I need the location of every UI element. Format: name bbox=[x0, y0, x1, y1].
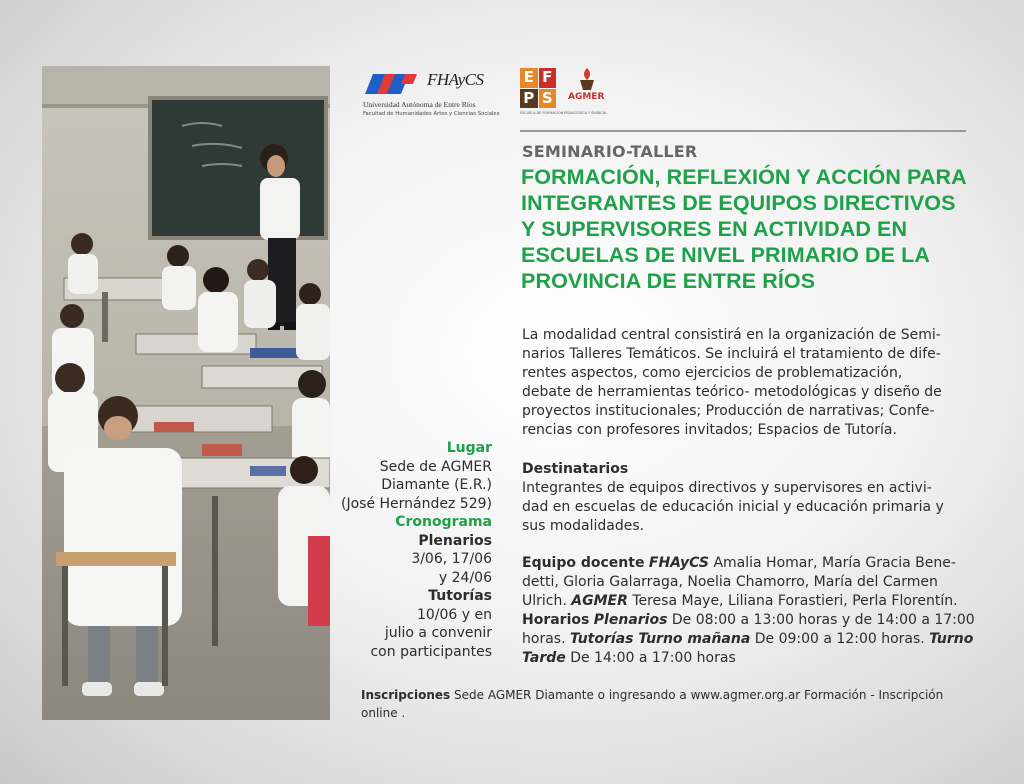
horarios-text: horas. bbox=[522, 631, 570, 647]
horarios-text: De 09:00 a 12:00 horas. bbox=[750, 631, 930, 647]
classroom-photo bbox=[42, 66, 330, 720]
efps-letter-e: E bbox=[520, 68, 538, 88]
destinatarios-line: sus modalidades. bbox=[522, 518, 645, 534]
equipo-fhaycs: FHAyCS bbox=[648, 555, 709, 571]
title-line: Y SUPERVISORES EN ACTIVIDAD EN bbox=[521, 217, 908, 241]
horarios-text: De 08:00 a 13:00 horas y de 14:00 a 17:00 bbox=[667, 612, 975, 628]
intro-line: La modalidad central consistirá en la organización de Semi- bbox=[522, 327, 941, 343]
footer-line-1 bbox=[361, 686, 961, 704]
equipo-text: Amalia Homar, María Gracia Bene- bbox=[709, 555, 956, 571]
title-line: INTEGRANTES DE EQUIPOS DIRECTIVOS bbox=[521, 191, 956, 215]
intro-line: rencias con profesores invitados; Espacios de Tutoría. bbox=[522, 422, 897, 438]
plenarios-line: y 24/06 bbox=[438, 569, 492, 586]
classroom-illustration bbox=[42, 66, 330, 720]
equipo-horarios-section bbox=[522, 554, 975, 668]
title-line: FORMACIÓN, REFLEXIÓN Y ACCIÓN PARA bbox=[521, 165, 967, 189]
main-title bbox=[521, 164, 981, 294]
side-info-column bbox=[332, 439, 492, 661]
inscripciones-footer bbox=[361, 686, 961, 722]
intro-paragraph bbox=[522, 326, 968, 440]
lugar-line: Sede de AGMER bbox=[379, 458, 492, 475]
intro-line: rentes aspectos, como ejercicios de problematización, bbox=[522, 365, 903, 381]
equipo-line-3 bbox=[522, 592, 968, 611]
destinatarios-section bbox=[522, 460, 968, 536]
lugar-line: Diamante (E.R.) bbox=[381, 477, 492, 493]
equipo-text: Teresa Maye, Liliana Forastieri, Perla Florentín. bbox=[627, 593, 958, 609]
footer-text: Sede AGMER Diamante o ingresando a www.agmer.org.ar Formación - Inscripción bbox=[450, 688, 944, 702]
tutorias-line: julio a convenir bbox=[384, 625, 492, 641]
inscripciones-label: Inscripciones bbox=[361, 688, 451, 702]
efps-agmer-logos bbox=[520, 66, 620, 122]
destinatarios-line: dad en escuelas de educación inicial y educación primaria y bbox=[522, 499, 944, 515]
horarios-line-3 bbox=[522, 649, 968, 668]
uader-caption: Universidad Autónoma de Entre Ríos bbox=[363, 100, 476, 109]
equipo-line-2: detti, Gloria Galarraga, Noelia Chamorro, María del Carmen bbox=[522, 574, 938, 590]
intro-line: proyectos institucionales; Producción de narrativas; Confe- bbox=[522, 403, 935, 419]
horarios-tutorias: Tutorías Turno mañana bbox=[569, 631, 751, 647]
title-line: ESCUELAS DE NIVEL PRIMARIO DE LA bbox=[521, 243, 930, 267]
horarios-label: Horarios bbox=[522, 612, 590, 628]
efps-letter-f: F bbox=[539, 68, 557, 88]
horarios-tarde: Tarde bbox=[522, 650, 566, 666]
plenarios-line: 3/06, 17/06 bbox=[411, 551, 492, 567]
tutorias-label: Tutorías bbox=[428, 588, 492, 604]
horarios-turno: Turno bbox=[929, 631, 974, 647]
efps-letter-p: P bbox=[520, 89, 538, 109]
tutorias-line: con participantes bbox=[370, 643, 492, 660]
intro-line: narios Talleres Temáticos. Se incluirá el tratamiento de dife- bbox=[522, 346, 941, 362]
equipo-text: Ulrich. bbox=[522, 593, 572, 609]
efps-logo bbox=[520, 68, 556, 108]
uader-fhaycs-logos bbox=[363, 66, 500, 122]
agmer-caption: ESCUELA DE FORMACIÓN PEDAGÓGICA Y SINDICAL bbox=[520, 111, 608, 115]
agmer-torch-icon bbox=[572, 66, 602, 92]
destinatarios-heading: Destinatarios bbox=[522, 461, 629, 477]
equipo-label: Equipo docente bbox=[522, 555, 645, 571]
lugar-label: Lugar bbox=[446, 440, 492, 456]
tutorias-line: 10/06 y en bbox=[416, 606, 492, 623]
header-divider bbox=[520, 130, 966, 132]
horarios-line-1 bbox=[522, 611, 975, 630]
horarios-plenarios: Plenarios bbox=[593, 612, 668, 628]
cronograma-label: Cronograma bbox=[395, 514, 492, 530]
equipo-agmer: AGMER bbox=[571, 593, 628, 609]
footer-line-2: online . bbox=[361, 706, 406, 720]
agmer-name: AGMER bbox=[568, 92, 605, 102]
title-line: PROVINCIA DE ENTRE RÍOS bbox=[521, 269, 816, 293]
kicker-label: SEMINARIO-TALLER bbox=[522, 142, 698, 161]
horarios-line-2 bbox=[522, 630, 974, 649]
fhaycs-caption: Facultad de Humanidades Artes y Ciencias Sociales bbox=[363, 111, 500, 117]
plenarios-label: Plenarios bbox=[418, 532, 492, 549]
fhaycs-mark: FHAyCS bbox=[427, 70, 484, 89]
intro-line: debate de herramientas teórico- metodológicas y diseño de bbox=[522, 384, 942, 400]
horarios-text: De 14:00 a 17:00 horas bbox=[565, 650, 736, 666]
lugar-line: (José Hernández 529) bbox=[341, 495, 492, 512]
efps-letter-s: S bbox=[539, 89, 557, 109]
destinatarios-line: Integrantes de equipos directivos y supervisores en activi- bbox=[522, 480, 932, 496]
equipo-line-1 bbox=[522, 554, 968, 573]
